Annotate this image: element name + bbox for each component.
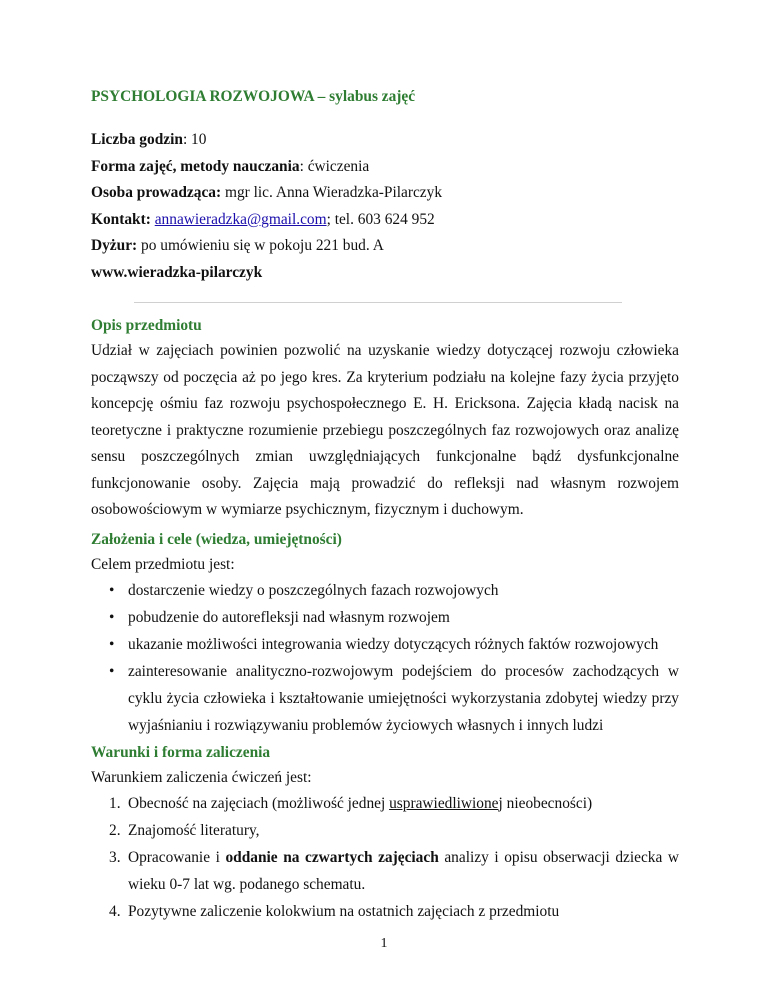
list-number: 2.	[109, 821, 121, 839]
opis-line: teoretyczne i praktyczne rozumienie przebiegu poszczególnych faz rozwojowych oraz analizę	[91, 421, 679, 439]
item-bold: oddanie na czwartych zajęciach	[225, 848, 439, 866]
warunki-list	[91, 790, 679, 925]
contact-label: Kontakt:	[91, 210, 151, 228]
hours-label: Liczba godzin	[91, 131, 183, 148]
opis-line: osobowościowym w wymiarze psychicznym, fizycznym i duchowym.	[91, 501, 524, 518]
contact-phone: ; tel. 603 624 952	[326, 210, 435, 228]
opis-paragraph	[91, 338, 679, 524]
duty-line	[91, 233, 679, 260]
item-underlined: usprawiedliwionej	[389, 794, 503, 812]
list-item-text: pobudzenie do autorefleksji nad własnym rozwojem	[128, 608, 450, 626]
teacher-label: Osoba prowadząca:	[91, 184, 222, 201]
duty-label: Dyżur:	[91, 237, 138, 254]
list-item	[91, 604, 679, 631]
list-item	[91, 577, 679, 604]
form-line	[91, 154, 679, 181]
list-item	[91, 898, 679, 925]
opis-line: funkcjonowanie osoby. Zajęcia mają prowadzić do refleksji nad własnym rozwojem	[91, 474, 679, 492]
divider	[134, 302, 622, 303]
course-meta	[91, 127, 679, 286]
list-item	[91, 658, 679, 739]
title-main: PSYCHOLOGIA ROZWOJOWA	[91, 88, 314, 105]
duty-value: po umówieniu się w pokoju 221 bud. A	[137, 237, 384, 254]
bullet-icon: •	[109, 581, 115, 599]
teacher-value: mgr lic. Anna Wieradzka-Pilarczyk	[221, 184, 443, 201]
hours-line	[91, 127, 679, 154]
document-content	[91, 85, 679, 925]
list-item-text: zainteresowanie analityczno-rozwojowym podejściem do procesów zachodzących w cyklu życia człowieka i kształtowanie umiejętności wykorzystania zdobytej wiedzy przy wyjaśnianiu i rozwiązywaniu problemów życiowych własnych i innych ludzi	[128, 662, 679, 734]
list-item	[91, 844, 679, 898]
website-text: www.wieradzka-pilarczyk	[91, 263, 263, 281]
form-value: : ćwiczenia	[299, 157, 370, 175]
bullet-icon: •	[109, 608, 115, 626]
opis-line: Udział w zajęciach powinien pozwolić na uzyskanie wiedzy dotyczącej rozwoju człowieka	[91, 342, 679, 359]
section-heading-warunki: Warunki i forma zaliczenia	[91, 743, 271, 761]
list-item	[91, 631, 679, 658]
item-text: analizy i opisu obserwacji dziecka w wieku 0-7 lat wg. podanego schematu.	[128, 848, 680, 893]
cele-list	[91, 577, 679, 739]
list-item-text: ukazanie możliwości integrowania wiedzy dotyczących różnych faktów rozwojowych	[128, 635, 659, 653]
opis-line: począwszy od poczęcia aż po jego kres. Za kryterium podziału na kolejne fazy życia przyjęto	[91, 368, 679, 386]
warunki-intro: Warunkiem zaliczenia ćwiczeń jest:	[91, 768, 312, 786]
item-text: Pozytywne zaliczenie kolokwium na ostatnich zajęciach z przedmiotu	[128, 902, 560, 920]
title-subtitle: – sylabus zajęć	[313, 88, 416, 105]
form-label: Forma zajęć, metody nauczania	[91, 157, 300, 175]
section-heading-opis: Opis przedmiotu	[91, 317, 202, 334]
list-number: 3.	[109, 848, 121, 866]
item-text: Opracowanie i	[128, 848, 226, 866]
teacher-line	[91, 180, 679, 207]
bullet-icon: •	[109, 662, 115, 680]
page-number: 1	[380, 936, 388, 951]
website-line	[91, 260, 679, 287]
list-number: 4.	[109, 902, 121, 920]
list-item-text: dostarczenie wiedzy o poszczególnych fazach rozwojowych	[128, 581, 499, 599]
page-title	[91, 85, 679, 109]
opis-line: sensu poszczególnych zmian uwzględniających funkcjonalne bądź dysfunkcjonalne	[91, 448, 679, 465]
list-item	[91, 790, 679, 817]
contact-line	[91, 207, 679, 234]
item-text: Znajomość literatury,	[128, 821, 260, 839]
list-number: 1.	[109, 794, 121, 812]
item-text: Obecność na zajęciach (możliwość jednej	[128, 794, 390, 812]
opis-line: koncepcję ośmiu faz rozwoju psychospołecznego E. H. Ericksona. Zajęcia kładą nacisk na	[91, 395, 679, 412]
cele-intro: Celem przedmiotu jest:	[91, 555, 235, 573]
list-item	[91, 817, 679, 844]
item-text: nieobecności)	[502, 794, 593, 812]
bullet-icon: •	[109, 635, 115, 653]
email-link[interactable]: annawieradzka@gmail.com	[154, 210, 327, 228]
hours-value: : 10	[182, 131, 207, 148]
section-heading-cele: Założenia i cele (wiedza, umiejętności)	[91, 530, 342, 548]
